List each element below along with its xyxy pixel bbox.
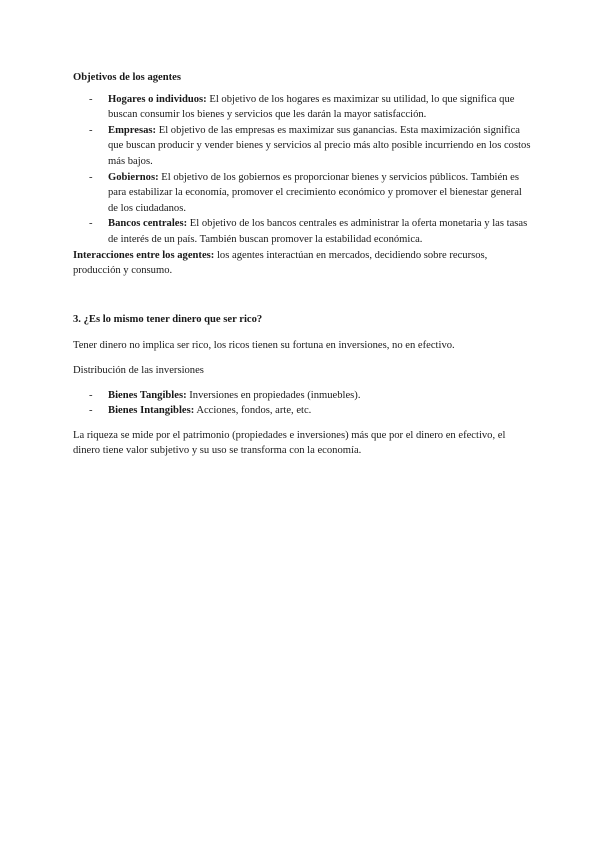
- list-item-gobiernos: [73, 170, 531, 217]
- dash-bullet: -: [89, 218, 93, 230]
- term-description: los agentes interactúan en mercados, decidiendo sobre recursos, producción y consumo.: [73, 249, 488, 277]
- term-description: El objetivo de los bancos centrales es administrar la oferta monetaria y las tasas de interés de un país. También buscan promover la estabilidad económica.: [108, 218, 528, 245]
- term-label: Gobiernos:: [108, 171, 159, 183]
- term-description: Inversiones en propiedades (inmuebles).: [186, 389, 361, 401]
- distribution-heading: Distribución de las inversiones: [73, 364, 204, 376]
- list-item-intangibles: [73, 403, 531, 419]
- list-item-empresas: [73, 123, 531, 170]
- conclusion-paragraph: La riqueza se mide por el patrimonio (propiedades e inversiones) más que por el dinero en efectivo, el dinero tiene valor subjetivo y su uso se transforma con la economía.: [73, 429, 506, 457]
- term-description: El objetivo de los gobiernos es proporcionar bienes y servicios públicos. También es para estabilizar la economía, promover el crecimiento económico y promover el bienestar general de los ciudadanos.: [108, 171, 522, 214]
- list-item-tangibles: [73, 388, 531, 404]
- inversiones-list: [73, 388, 531, 419]
- term-label: Hogares o individuos:: [108, 93, 207, 105]
- term-label: Bienes Intangibles:: [108, 405, 195, 417]
- term-description: Acciones, fondos, arte, etc.: [194, 405, 312, 417]
- section-3-heading: 3. ¿Es lo mismo tener dinero que ser rico?: [73, 313, 263, 325]
- term-label: Empresas:: [108, 124, 157, 136]
- term-description: El objetivo de los hogares es maximizar su utilidad, lo que significa que buscan consumir los bienes y servicios que les darán la mayor satisfacción.: [108, 93, 515, 121]
- intro-paragraph: Tener dinero no implica ser rico, los ricos tienen su fortuna en inversiones, no en efectivo.: [73, 340, 455, 352]
- list-item-bancos: [73, 216, 531, 247]
- term-label: Bancos centrales:: [108, 218, 188, 230]
- dash-bullet: -: [89, 171, 93, 183]
- dash-bullet: -: [89, 124, 93, 136]
- document-content: [73, 70, 531, 459]
- interacciones-paragraph: [73, 248, 531, 279]
- dash-bullet: -: [89, 389, 93, 401]
- term-label: Bienes Tangibles:: [108, 389, 187, 401]
- list-item-hogares: [73, 92, 531, 123]
- dash-bullet: -: [89, 93, 93, 105]
- term-description: El objetivo de las empresas es maximizar sus ganancias. Esta maximización significa que buscan producir y vender bienes y servicios al precio más alto posible incurriendo en los costos más bajos.: [108, 124, 531, 167]
- dash-bullet: -: [89, 405, 93, 417]
- term-label: Interacciones entre los agentes:: [73, 249, 215, 261]
- objetivos-list: [73, 92, 531, 248]
- objetivos-heading: Objetivos de los agentes: [73, 72, 181, 83]
